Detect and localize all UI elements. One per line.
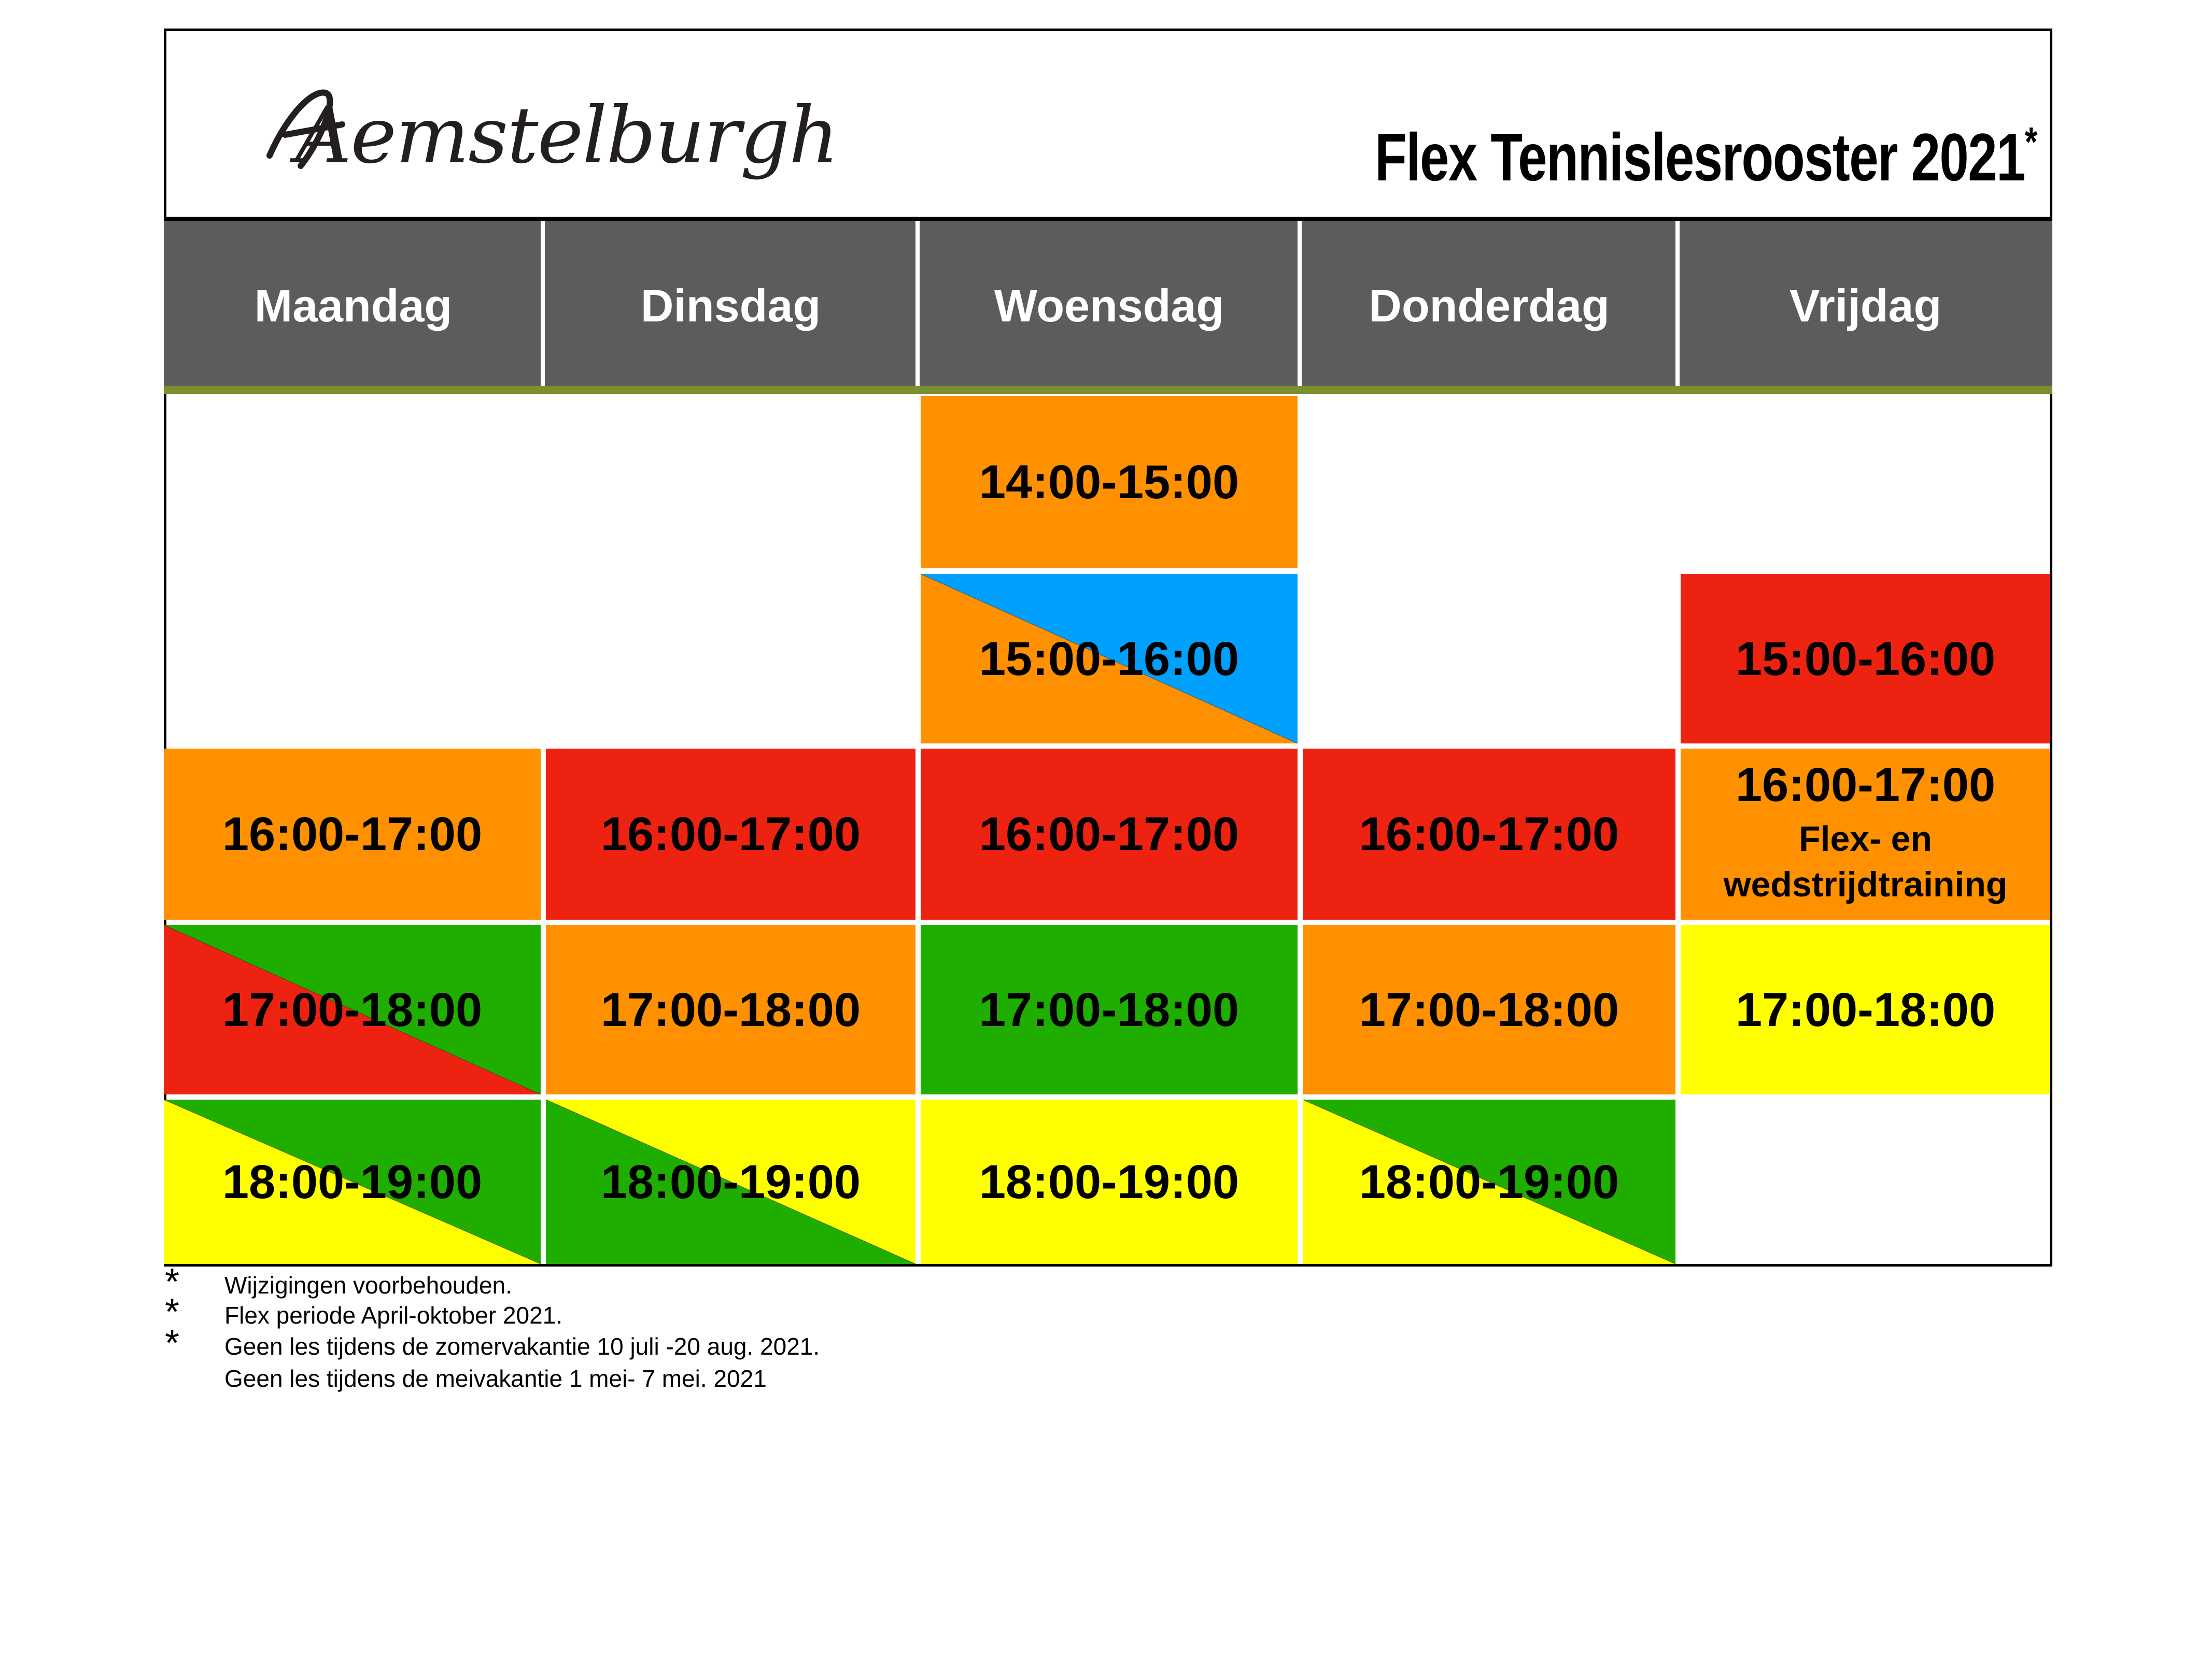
footnote-text: Flex periode April-oktober 2021. [224, 1302, 563, 1329]
lesson-slot [546, 749, 915, 920]
slot-label [921, 396, 1298, 568]
title-marker: * [2025, 119, 2037, 165]
lesson-slot [164, 749, 541, 920]
day-separator [915, 221, 920, 390]
lesson-slot [1303, 749, 1675, 920]
lesson-slot [921, 574, 1298, 743]
lesson-slot [164, 1100, 541, 1264]
day-header-donderdag: Donderdag [1369, 279, 1610, 331]
title-text: Flex Tennislesrooster 2021 [1375, 119, 2025, 195]
slot-time: 15:00-16:00 [1735, 632, 1996, 685]
slot-label [164, 749, 541, 920]
lesson-slot [921, 925, 1298, 1094]
footnote-text: Geen les tijdens de meivakantie 1 mei- 7 mei. 2021 [224, 1365, 767, 1392]
slot-label [1681, 925, 2050, 1094]
slot-time: 16:00-17:00 [979, 808, 1239, 861]
slot-time: 16:00-17:00 [1735, 758, 1996, 811]
lesson-slot [164, 925, 541, 1094]
slot-label [921, 1100, 1298, 1264]
day-header-vrijdag: Vrijdag [1789, 279, 1942, 331]
slot-time: 18:00-19:00 [222, 1155, 483, 1208]
club-logo [259, 78, 838, 194]
logo-text: Aemstelburgh [295, 91, 838, 181]
slot-label [1303, 749, 1675, 920]
lesson-slot [1303, 925, 1675, 1094]
footnote-marker: * [165, 1323, 180, 1364]
slot-label [921, 925, 1298, 1094]
slot-time: 16:00-17:00 [222, 808, 483, 861]
slot-label [1681, 574, 2050, 743]
slot-time: 17:00-18:00 [600, 983, 861, 1036]
slot-label [546, 1100, 915, 1264]
slot-time: 17:00-18:00 [1735, 983, 1996, 1036]
slot-label [921, 749, 1298, 920]
footnote-text: Wijzigingen voorbehouden. [224, 1272, 512, 1299]
slot-time: 17:00-18:00 [1359, 983, 1619, 1036]
slot-label [546, 925, 915, 1094]
slot-time: 17:00-18:00 [979, 983, 1239, 1036]
header-rule [164, 386, 2052, 394]
day-separator [1298, 221, 1302, 390]
lesson-slot [1303, 1100, 1675, 1264]
footnote-marker: * [165, 1261, 180, 1303]
slot-label [1681, 749, 2050, 920]
slot-label [921, 574, 1298, 743]
day-header-dinsdag: Dinsdag [640, 279, 821, 331]
lesson-slot [546, 925, 915, 1094]
day-header-maandag: Maandag [254, 279, 453, 331]
slot-time: 16:00-17:00 [600, 808, 861, 861]
slot-subtitle: Flex- en [1799, 819, 1932, 859]
footnote-marker: * [165, 1291, 180, 1333]
slot-time: 17:00-18:00 [222, 983, 483, 1036]
slot-subtitle: wedstrijdtraining [1723, 865, 2008, 904]
lesson-slot [546, 1100, 915, 1264]
slot-time: 18:00-19:00 [600, 1155, 861, 1208]
lesson-slot [1681, 749, 2050, 920]
day-header-row [164, 217, 2052, 390]
slot-time: 16:00-17:00 [1359, 808, 1619, 861]
slot-time: 18:00-19:00 [1359, 1155, 1619, 1208]
day-header-woensdag: Woensdag [994, 279, 1224, 331]
page-title [1375, 118, 2037, 196]
lesson-slot [921, 396, 1298, 568]
footnote-text: Geen les tijdens de zomervakantie 10 juli -20 aug. 2021. [224, 1333, 820, 1360]
lesson-slot [1681, 925, 2050, 1094]
slot-label [164, 1100, 541, 1264]
slot-label [1303, 1100, 1675, 1264]
slot-label [1303, 925, 1675, 1094]
slot-label [164, 925, 541, 1094]
lesson-slot [921, 749, 1298, 920]
day-separator [541, 221, 545, 390]
lesson-slot [921, 1100, 1298, 1264]
lesson-slot [1681, 574, 2050, 743]
slot-label [546, 749, 915, 920]
slot-time: 15:00-16:00 [979, 632, 1239, 685]
slot-time: 14:00-15:00 [979, 456, 1239, 509]
day-separator [1675, 221, 1680, 390]
slot-time: 18:00-19:00 [979, 1155, 1239, 1208]
